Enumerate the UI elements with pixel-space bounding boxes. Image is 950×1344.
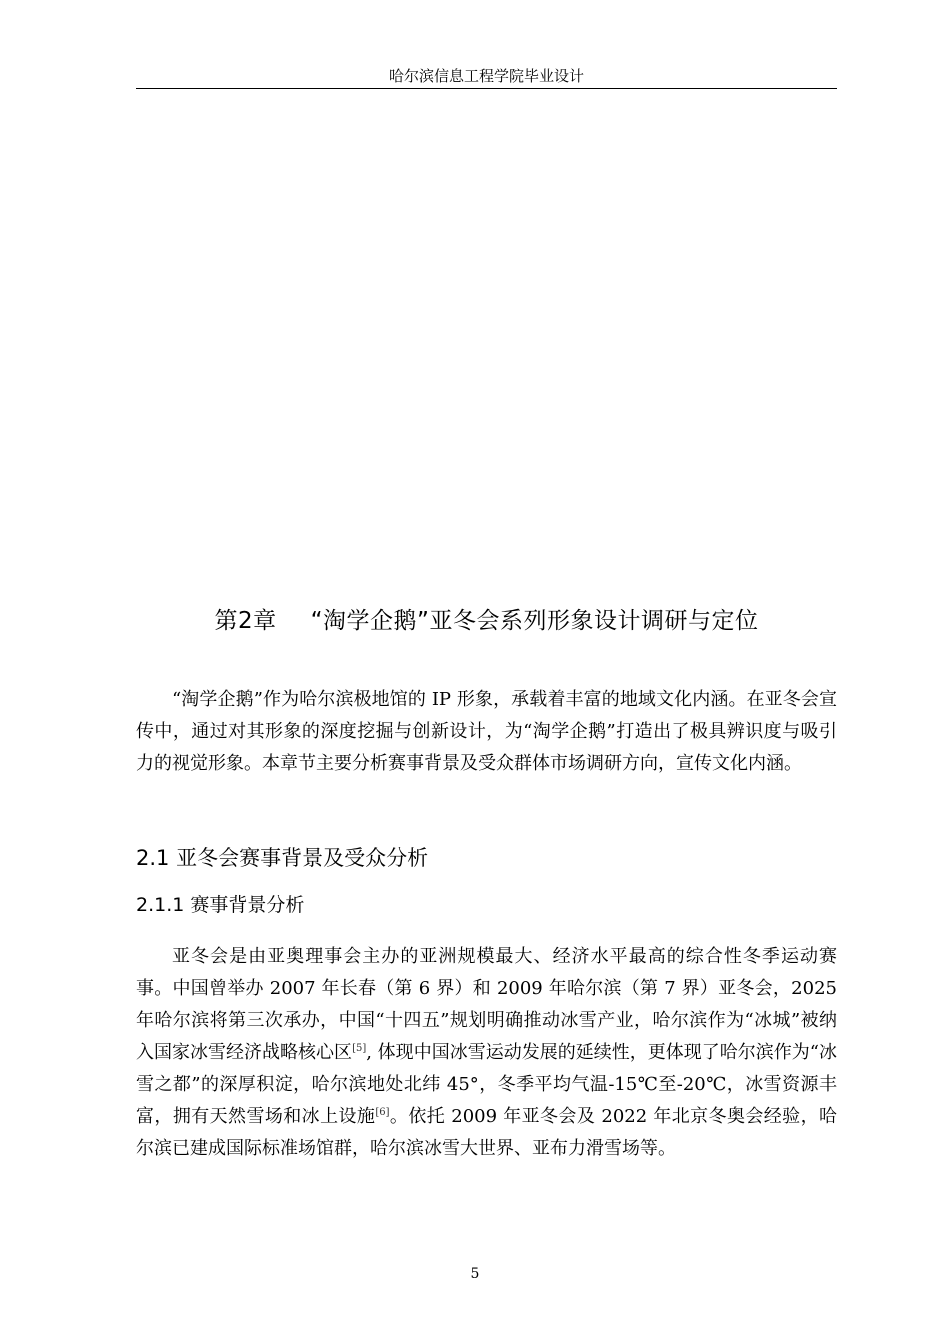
body-text-part-1: 亚冬会是由亚奥理事会主办的亚洲规模最大、经济水平最高的综合性冬季运动赛事。中国曾举办 2007 年长春（第 6 界）和 2009 年哈尔滨（第 7 界）亚冬会，2025 年哈尔滨将第三次承办，中国“十四五”规划明确推动冰雪产业，哈尔滨作为“冰城”被纳入国家冰雪经济战略核心区 [136, 946, 837, 1063]
subsection-heading: 2.1.1 赛事背景分析 [136, 894, 305, 916]
header-rule [136, 88, 837, 89]
intro-paragraph: “淘学企鹅”作为哈尔滨极地馆的 IP 形象，承载着丰富的地域文化内涵。在亚冬会宣传中，通过对其形象的深度挖掘与创新设计，为“淘学企鹅”打造出了极具辨识度与吸引力的视觉形象。本章节主要分析赛事背景及受众群体市场调研方向，宣传文化内涵。 [136, 689, 837, 774]
citation-ref[interactable]: [5] [352, 1043, 367, 1054]
chapter-title-text: “淘学企鹅”亚冬会系列形象设计调研与定位 [310, 608, 759, 634]
citation-ref[interactable]: [6] [375, 1107, 390, 1118]
chapter-title [136, 604, 837, 638]
body-text-part-2: , 体现中国冰雪运动发展的延续性，更体现了哈尔滨作为“冰雪之都”的深厚积淀，哈尔滨地处北纬 45°，冬季平均气温-15℃至-20℃，冰雪资源丰富，拥有天然雪场和冰上设施 [136, 1042, 837, 1127]
body-text-part-3: 。依托 2009 年亚冬会及 2022 年北京冬奥会经验，哈尔滨已建成国际标准场馆群，哈尔滨冰雪大世界、亚布力滑雪场等。 [136, 1106, 837, 1159]
chapter-number: 第2章 [214, 608, 277, 634]
page-number: 5 [470, 1266, 480, 1282]
running-header: 哈尔滨信息工程学院毕业设计 [388, 67, 584, 85]
body-paragraph [136, 941, 837, 1165]
section-heading: 2.1 亚冬会赛事背景及受众分析 [136, 846, 429, 870]
